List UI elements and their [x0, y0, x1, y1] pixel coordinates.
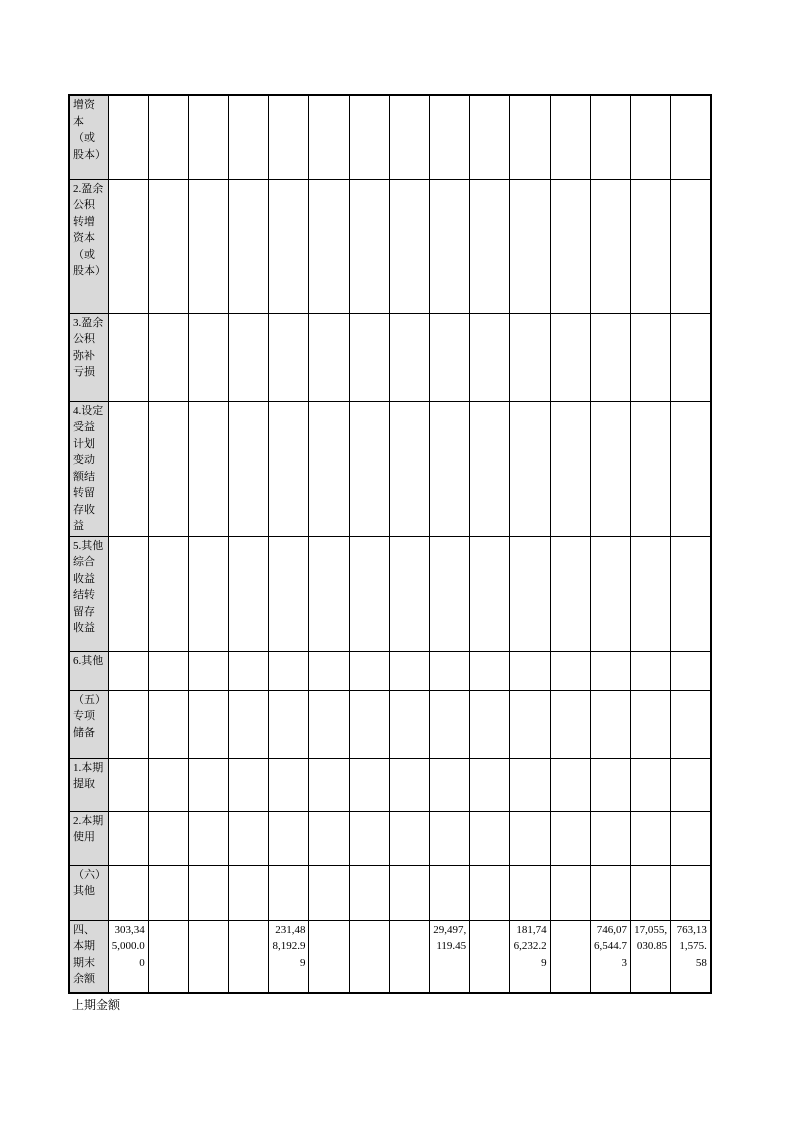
empty-cell [188, 920, 228, 993]
empty-cell [309, 690, 349, 758]
empty-cell [671, 401, 711, 536]
empty-cell [269, 179, 309, 313]
empty-cell [630, 313, 670, 401]
row-label: 5.其他综合收益结转留存收益 [69, 536, 108, 651]
empty-cell [229, 865, 269, 920]
empty-cell [470, 865, 510, 920]
empty-cell [148, 920, 188, 993]
empty-cell [148, 536, 188, 651]
empty-cell [389, 95, 429, 179]
empty-cell [148, 651, 188, 690]
empty-cell [148, 179, 188, 313]
empty-cell [470, 651, 510, 690]
empty-cell [349, 401, 389, 536]
row-label: 6.其他 [69, 651, 108, 690]
empty-cell [430, 758, 470, 811]
empty-cell [630, 690, 670, 758]
empty-cell [349, 179, 389, 313]
empty-cell [590, 536, 630, 651]
empty-cell [309, 758, 349, 811]
empty-cell [229, 313, 269, 401]
empty-cell [108, 179, 148, 313]
empty-cell [430, 651, 470, 690]
empty-cell [550, 95, 590, 179]
empty-cell [590, 179, 630, 313]
empty-cell [630, 865, 670, 920]
empty-cell [550, 536, 590, 651]
amount-cell: 763,131,575.58 [671, 920, 711, 993]
table-row [69, 179, 711, 313]
empty-cell [510, 811, 550, 865]
empty-cell [389, 536, 429, 651]
row-label: 增资本（或股本） [69, 95, 108, 179]
empty-cell [550, 179, 590, 313]
empty-cell [430, 401, 470, 536]
table-row [69, 865, 711, 920]
empty-cell [590, 865, 630, 920]
empty-cell [309, 651, 349, 690]
prior-period-section-label: 上期金额 [72, 998, 121, 1012]
empty-cell [349, 865, 389, 920]
empty-cell [590, 651, 630, 690]
empty-cell [229, 758, 269, 811]
empty-cell [389, 920, 429, 993]
empty-cell [389, 313, 429, 401]
empty-cell [389, 811, 429, 865]
empty-cell [269, 313, 309, 401]
empty-cell [229, 95, 269, 179]
empty-cell [510, 536, 550, 651]
empty-cell [188, 651, 228, 690]
empty-cell [349, 95, 389, 179]
empty-cell [108, 401, 148, 536]
empty-cell [590, 690, 630, 758]
empty-cell [148, 690, 188, 758]
empty-cell [309, 811, 349, 865]
empty-cell [470, 401, 510, 536]
empty-cell [108, 811, 148, 865]
empty-cell [550, 920, 590, 993]
empty-cell [550, 651, 590, 690]
empty-cell [671, 865, 711, 920]
empty-cell [590, 758, 630, 811]
empty-cell [309, 401, 349, 536]
empty-cell [188, 95, 228, 179]
empty-cell [188, 690, 228, 758]
empty-cell [510, 651, 550, 690]
empty-cell [269, 651, 309, 690]
row-label: （六）其他 [69, 865, 108, 920]
empty-cell [148, 811, 188, 865]
table-row [69, 758, 711, 811]
empty-cell [550, 690, 590, 758]
empty-cell [590, 95, 630, 179]
empty-cell [229, 179, 269, 313]
empty-cell [389, 179, 429, 313]
empty-cell [630, 758, 670, 811]
empty-cell [510, 690, 550, 758]
table-row [69, 313, 711, 401]
empty-cell [590, 811, 630, 865]
amount-cell: 746,076,544.73 [590, 920, 630, 993]
equity-changes-table [68, 94, 712, 994]
empty-cell [430, 811, 470, 865]
empty-cell [510, 865, 550, 920]
empty-cell [430, 865, 470, 920]
empty-cell [229, 536, 269, 651]
empty-cell [229, 401, 269, 536]
empty-cell [269, 865, 309, 920]
table-row [69, 95, 711, 179]
empty-cell [550, 313, 590, 401]
empty-cell [269, 95, 309, 179]
empty-cell [349, 651, 389, 690]
empty-cell [188, 536, 228, 651]
empty-cell [470, 811, 510, 865]
empty-cell [269, 811, 309, 865]
empty-cell [550, 758, 590, 811]
empty-cell [470, 95, 510, 179]
empty-cell [470, 758, 510, 811]
amount-cell: 29,497,119.45 [430, 920, 470, 993]
empty-cell [389, 690, 429, 758]
empty-cell [108, 536, 148, 651]
empty-cell [309, 313, 349, 401]
table-row [69, 401, 711, 536]
empty-cell [108, 313, 148, 401]
empty-cell [108, 651, 148, 690]
empty-cell [389, 865, 429, 920]
empty-cell [671, 811, 711, 865]
empty-cell [188, 865, 228, 920]
row-label: 3.盈余公积弥补亏损 [69, 313, 108, 401]
table-row [69, 651, 711, 690]
row-label: 4.设定受益计划变动额结转留存收益 [69, 401, 108, 536]
amount-cell: 17,055,030.85 [630, 920, 670, 993]
empty-cell [349, 690, 389, 758]
row-label: 2.本期使用 [69, 811, 108, 865]
empty-cell [148, 95, 188, 179]
empty-cell [671, 313, 711, 401]
empty-cell [309, 95, 349, 179]
table-row [69, 690, 711, 758]
empty-cell [389, 401, 429, 536]
empty-cell [630, 651, 670, 690]
empty-cell [470, 690, 510, 758]
empty-cell [671, 95, 711, 179]
empty-cell [269, 690, 309, 758]
empty-cell [671, 536, 711, 651]
empty-cell [630, 811, 670, 865]
empty-cell [430, 179, 470, 313]
empty-cell [430, 95, 470, 179]
empty-cell [309, 536, 349, 651]
empty-cell [269, 758, 309, 811]
table-row [69, 536, 711, 651]
empty-cell [510, 758, 550, 811]
empty-cell [148, 313, 188, 401]
empty-cell [229, 690, 269, 758]
table-row [69, 920, 711, 993]
empty-cell [389, 651, 429, 690]
empty-cell [269, 401, 309, 536]
empty-cell [188, 179, 228, 313]
row-label: 四、本期期末余额 [69, 920, 108, 993]
empty-cell [349, 758, 389, 811]
empty-cell [108, 95, 148, 179]
empty-cell [108, 758, 148, 811]
row-label: （五）专项储备 [69, 690, 108, 758]
empty-cell [510, 313, 550, 401]
empty-cell [309, 865, 349, 920]
empty-cell [550, 401, 590, 536]
empty-cell [349, 811, 389, 865]
empty-cell [188, 401, 228, 536]
empty-cell [188, 811, 228, 865]
amount-cell: 303,345,000.00 [108, 920, 148, 993]
empty-cell [430, 536, 470, 651]
empty-cell [349, 920, 389, 993]
empty-cell [148, 401, 188, 536]
empty-cell [430, 313, 470, 401]
empty-cell [510, 401, 550, 536]
empty-cell [309, 920, 349, 993]
empty-cell [510, 179, 550, 313]
empty-cell [229, 811, 269, 865]
empty-cell [470, 536, 510, 651]
empty-cell [349, 313, 389, 401]
empty-cell [470, 179, 510, 313]
empty-cell [590, 401, 630, 536]
empty-cell [148, 758, 188, 811]
amount-cell: 181,746,232.29 [510, 920, 550, 993]
row-label: 1.本期提取 [69, 758, 108, 811]
empty-cell [671, 179, 711, 313]
empty-cell [108, 690, 148, 758]
empty-cell [430, 690, 470, 758]
empty-cell [470, 313, 510, 401]
amount-cell: 231,488,192.99 [269, 920, 309, 993]
empty-cell [550, 865, 590, 920]
empty-cell [108, 865, 148, 920]
empty-cell [630, 401, 670, 536]
empty-cell [188, 313, 228, 401]
row-label: 2.盈余公积转增资本（或股本） [69, 179, 108, 313]
empty-cell [671, 651, 711, 690]
empty-cell [510, 95, 550, 179]
empty-cell [389, 758, 429, 811]
empty-cell [590, 313, 630, 401]
empty-cell [630, 179, 670, 313]
empty-cell [148, 865, 188, 920]
empty-cell [630, 536, 670, 651]
empty-cell [671, 690, 711, 758]
empty-cell [671, 758, 711, 811]
empty-cell [188, 758, 228, 811]
empty-cell [229, 920, 269, 993]
empty-cell [470, 920, 510, 993]
empty-cell [269, 536, 309, 651]
empty-cell [550, 811, 590, 865]
table-row [69, 811, 711, 865]
empty-cell [630, 95, 670, 179]
empty-cell [349, 536, 389, 651]
empty-cell [229, 651, 269, 690]
empty-cell [309, 179, 349, 313]
